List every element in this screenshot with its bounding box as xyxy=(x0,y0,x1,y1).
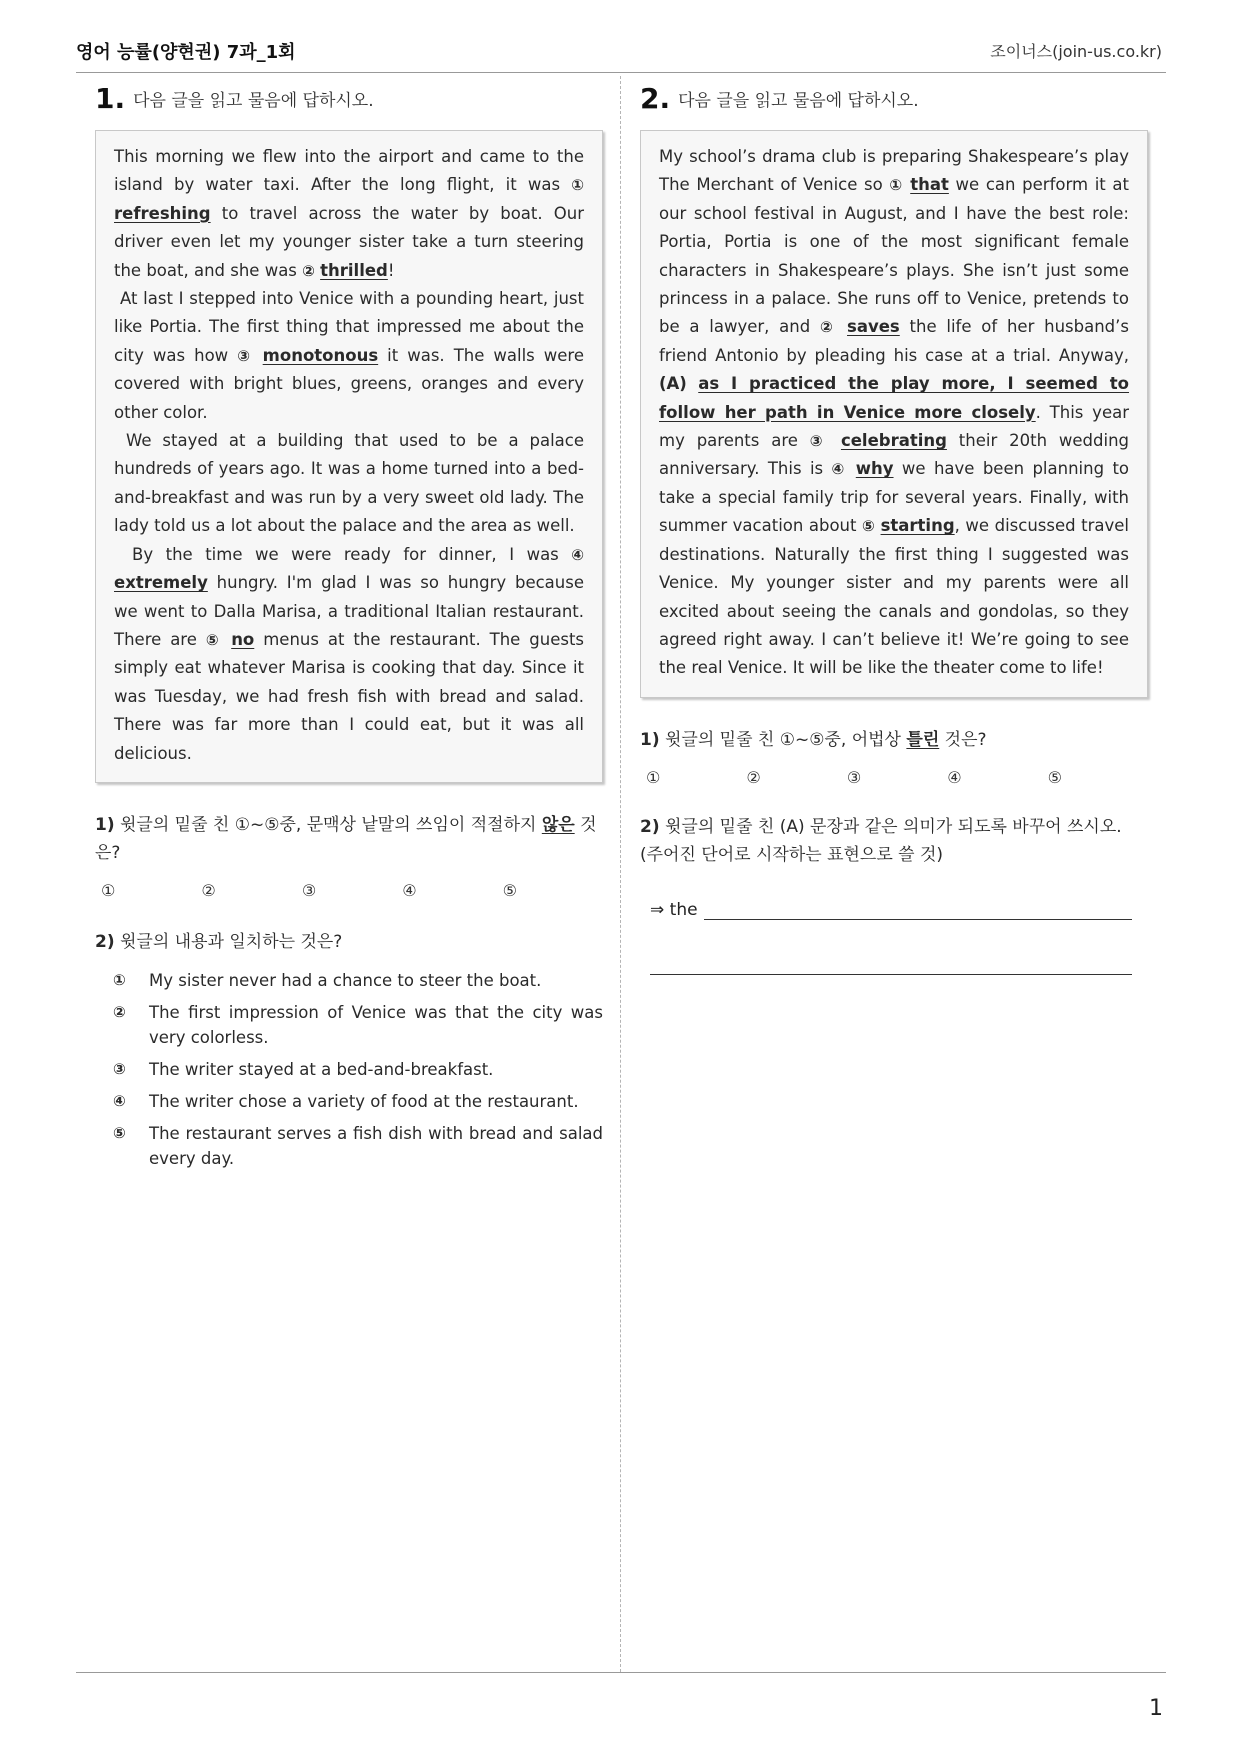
passage-paragraph: We stayed at a building that used to be a palace hundreds of years ago. It was a home turned into a bed-and-breakfast and was run by a very sweet old lady. The lady told us a lot about the palace and the area as well. xyxy=(114,431,584,536)
option-4[interactable] xyxy=(113,1089,603,1114)
sub-question-text: 것은? xyxy=(939,729,987,750)
sub-question-text: 것은? xyxy=(95,814,597,863)
passage-box xyxy=(95,130,603,783)
option-marker: ② xyxy=(113,1002,126,1021)
answer-line-2 xyxy=(640,952,1132,975)
choice-3[interactable]: ③ xyxy=(846,767,862,787)
option-1[interactable] xyxy=(113,968,603,993)
option-text: The restaurant serves a fish dish with bread and salad every day. xyxy=(149,1123,603,1168)
underlined-word: refreshing xyxy=(114,203,211,223)
passage-text: By the time we were ready for dinner, I was xyxy=(132,544,572,564)
circle-marker: ③ xyxy=(237,346,254,365)
choice-2[interactable]: ② xyxy=(201,880,216,900)
circle-marker: ① xyxy=(889,176,904,195)
circle-marker: ⑤ xyxy=(205,630,223,649)
answer-choices xyxy=(95,881,603,900)
underlined-sentence: as I practiced the play more, I seemed to follow her path in Venice more closely xyxy=(659,374,1130,422)
passage-text: we can perform it at our school festival in August, and I have the best role: Portia, Portia is one of the most significant female characters in Shakespeare’s plays. She isn’t just some princess in a palace. She runs off to Venice, pretends to be a lawyer, and xyxy=(659,175,1130,337)
page-number: 1 xyxy=(1149,1696,1163,1721)
underlined-word: thrilled xyxy=(320,260,388,280)
sub-question-number: 1) xyxy=(640,729,660,750)
circle-marker: ④ xyxy=(571,545,584,564)
passage-text: the life of her husband’s friend Antonio by pleading his case at a trial. Anyway, xyxy=(659,317,1129,365)
underlined-word: saves xyxy=(847,317,900,337)
passage-box xyxy=(640,130,1148,698)
passage-text: My school’s drama club is preparing Shakespeare’s play The Merchant of Venice so xyxy=(659,147,1129,195)
emphasized-word: 틀린 xyxy=(906,729,940,750)
answer-choices xyxy=(640,768,1148,787)
underlined-word: monotonous xyxy=(262,345,379,365)
circle-marker: ④ xyxy=(831,460,848,479)
sub-question-1 xyxy=(640,726,1148,754)
option-5[interactable] xyxy=(113,1121,603,1171)
option-3[interactable] xyxy=(113,1057,603,1082)
option-marker: ① xyxy=(113,970,126,989)
choice-1[interactable]: ① xyxy=(646,767,661,787)
sub-question-2 xyxy=(95,928,603,956)
choice-4[interactable]: ④ xyxy=(402,880,417,900)
option-text: The writer chose a variety of food at the restaurant. xyxy=(149,1091,579,1111)
option-marker: ④ xyxy=(113,1091,126,1110)
page-header xyxy=(76,38,1166,73)
option-text: The first impression of Venice was that the city was very colorless. xyxy=(149,1002,603,1047)
passage-text: This morning we flew into the airport and came to the island by water taxi. After the long flight, it was xyxy=(114,147,584,195)
answer-line-1 xyxy=(640,897,1148,920)
circle-marker: ⑤ xyxy=(862,517,876,536)
sub-question-text: 윗글의 밑줄 친 (A) 문장과 같은 의미가 되도록 바꾸어 쓰시오. (주어진 단어로 시작하는 표현으로 쓸 것) xyxy=(640,816,1122,865)
footer-rule xyxy=(76,1672,1166,1673)
question-1 xyxy=(95,82,603,1178)
sub-question-text: 윗글의 밑줄 친 ①~⑤중, 어법상 xyxy=(659,729,907,750)
passage-paragraph xyxy=(659,143,1129,683)
passage-text: their 20th wedding anniversary. This is xyxy=(659,431,1129,479)
choice-1[interactable]: ① xyxy=(101,880,116,900)
choice-4[interactable]: ④ xyxy=(947,767,962,787)
answer-blank[interactable] xyxy=(650,952,1132,975)
passage-paragraph xyxy=(114,143,584,285)
question-number: 2. xyxy=(640,82,671,115)
choice-5[interactable]: ⑤ xyxy=(502,880,517,900)
question-number: 1. xyxy=(95,82,126,115)
document-title: 영어 능률(양현권) 7과_1회 xyxy=(76,42,296,63)
option-2[interactable] xyxy=(113,1000,603,1050)
sub-question-text: 윗글의 내용과 일치하는 것은? xyxy=(114,931,343,952)
publisher-site: 조이너스(join-us.co.kr) xyxy=(990,42,1162,61)
sentence-label: (A) xyxy=(659,374,687,394)
column-divider xyxy=(620,76,621,1672)
circle-marker: ③ xyxy=(809,432,830,451)
option-marker: ③ xyxy=(113,1059,126,1078)
sub-question-text: 윗글의 밑줄 친 ①~⑤중, 문맥상 낱말의 쓰임이 적절하지 xyxy=(114,814,542,835)
passage-text: ! xyxy=(387,260,395,280)
circle-marker: ② xyxy=(302,261,315,280)
passage-text: menus at the restaurant. The guests simply eat whatever Marisa is cooking that day. Since it was Tuesday, we had fresh fish with bread and salad. There was far more than I could eat, but it was all delicious. xyxy=(114,629,585,763)
passage-text: we have been planning to take a special family trip for several years. Finally, with summer vacation about xyxy=(659,459,1130,536)
passage-text: , we discussed travel destinations. Naturally the first thing I suggested was Venice. My younger sister and my parents were all excited about seeing the canals and gondolas, so they agreed right away. I can’t believe it! We’re going to see the real Venice. It will be like the theater come to life! xyxy=(659,516,1130,678)
underlined-word: no xyxy=(231,629,255,649)
passage-text: At last I stepped into Venice with a pounding heart, just like Portia. The first thing that impressed me about the city was how xyxy=(114,289,584,365)
passage-text: to travel across the water by boat. Our driver even let my younger sister take a turn steering the boat, and she was xyxy=(114,203,584,280)
underlined-word: that xyxy=(910,175,949,195)
question-2 xyxy=(640,82,1148,975)
sub-question-number: 2) xyxy=(640,816,660,837)
underlined-word: extremely xyxy=(114,573,208,593)
circle-marker: ① xyxy=(571,176,584,195)
emphasized-word: 않은 xyxy=(541,814,575,835)
passage-text: it was. The walls were covered with bright blues, greens, oranges and every other color. xyxy=(114,345,584,422)
sub-question-2 xyxy=(640,813,1148,869)
circle-marker: ② xyxy=(820,318,838,337)
answer-blank[interactable] xyxy=(704,897,1132,920)
question-instruction: 다음 글을 읽고 물음에 답하시오. xyxy=(133,91,374,111)
option-list xyxy=(95,968,603,1171)
option-text: The writer stayed at a bed-and-breakfast. xyxy=(149,1059,494,1079)
choice-2[interactable]: ② xyxy=(746,767,761,787)
choice-3[interactable]: ③ xyxy=(301,880,317,900)
passage-paragraph xyxy=(114,541,584,768)
underlined-word: celebrating xyxy=(840,431,947,451)
underlined-word: why xyxy=(855,459,894,479)
sub-question-number: 2) xyxy=(95,931,115,952)
choice-5[interactable]: ⑤ xyxy=(1047,767,1062,787)
sub-question-1 xyxy=(95,811,603,867)
passage-text: . This year my parents are xyxy=(659,402,1129,451)
answer-prefix: ⇒ the xyxy=(650,899,698,920)
question-instruction: 다음 글을 읽고 물음에 답하시오. xyxy=(678,91,919,111)
underlined-word: starting xyxy=(880,516,955,536)
passage-paragraph xyxy=(114,285,584,427)
option-marker: ⑤ xyxy=(113,1123,126,1142)
question-1-heading xyxy=(95,82,603,122)
question-2-heading xyxy=(640,82,1148,122)
sub-question-number: 1) xyxy=(95,814,115,835)
option-text: My sister never had a chance to steer the boat. xyxy=(149,970,542,990)
passage-text: hungry. I'm glad I was so hungry because we went to Dalla Marisa, a traditional Italian restaurant. There are xyxy=(114,573,584,649)
